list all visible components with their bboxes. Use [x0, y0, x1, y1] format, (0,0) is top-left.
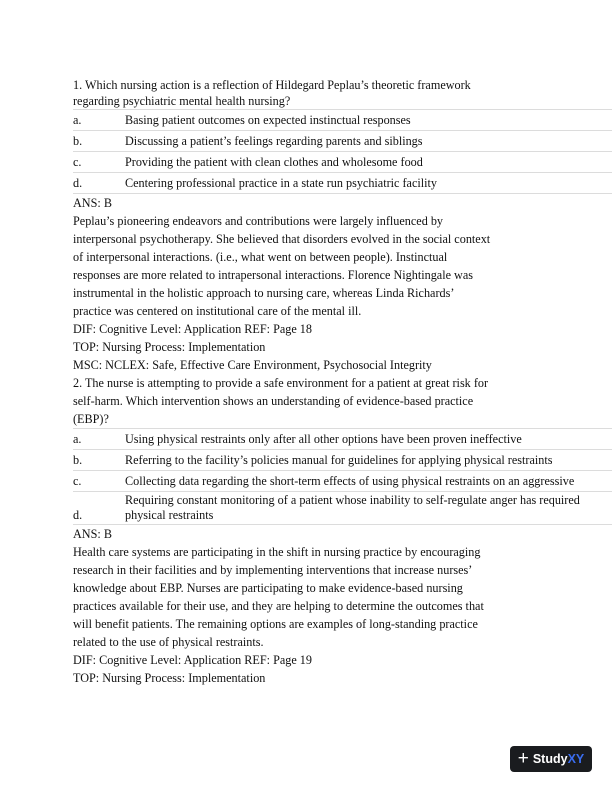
- option-c: [73, 152, 612, 173]
- option-text: Basing patient outcomes on expected instinctual responses: [125, 113, 411, 127]
- option-d: [73, 173, 612, 194]
- plus-icon: +: [517, 748, 529, 769]
- question-stem-line: 2. The nurse is attempting to provide a safe environment for a patient at great risk for: [73, 376, 489, 390]
- option-text-line: Requiring constant monitoring of a patient whose inability to self-regulate anger has required: [125, 493, 580, 507]
- rationale-line: Health care systems are participating in the shift in nursing practice by encouraging: [73, 545, 481, 559]
- option-label: a.: [73, 432, 82, 446]
- studyxy-badge[interactable]: [510, 746, 592, 772]
- question-stem-line: 1. Which nursing action is a reflection of Hildegard Peplau’s theoretic framework: [73, 78, 471, 92]
- question-2: [73, 374, 612, 687]
- topic: TOP: Nursing Process: Implementation: [73, 671, 266, 685]
- option-label: d.: [73, 176, 83, 190]
- rationale-line: research in their facilities and by implementing interventions that increase nurses’: [73, 563, 473, 577]
- option-text: Collecting data regarding the short-term effects of using physical restraints on an aggressive: [125, 474, 575, 488]
- option-d: [73, 492, 612, 525]
- rationale-line: responses are more related to intrapersonal interactions. Florence Nightingale was: [73, 268, 474, 282]
- rationale-line: of interpersonal interactions. (i.e., what went on between people). Instinctual: [73, 250, 448, 264]
- badge-xy-text: XY: [567, 752, 585, 766]
- option-label: c.: [73, 474, 82, 488]
- badge-study-text: Study: [532, 752, 568, 766]
- rationale-line: will benefit patients. The remaining options are examples of long-standing practice: [73, 617, 478, 631]
- msc: MSC: NCLEX: Safe, Effective Care Environment, Psychosocial Integrity: [73, 358, 432, 372]
- question-stem-line: (EBP)?: [73, 412, 109, 426]
- answer-key: ANS: B: [73, 527, 112, 541]
- question-stem-line: self-harm. Which intervention shows an understanding of evidence-based practice: [73, 394, 474, 408]
- rationale-line: knowledge about EBP. Nurses are participating to make evidence-based nursing: [73, 581, 463, 595]
- option-label: b.: [73, 453, 83, 467]
- option-b: [73, 131, 612, 152]
- answer-options: [73, 428, 612, 525]
- option-text-line: physical restraints: [125, 508, 214, 522]
- difficulty-ref: DIF: Cognitive Level: Application REF: Page 18: [73, 322, 312, 336]
- question-stem-line: regarding psychiatric mental health nursing?: [73, 94, 291, 108]
- option-label: b.: [73, 134, 83, 148]
- option-label: a.: [73, 113, 82, 127]
- option-b: [73, 450, 612, 471]
- option-text: Discussing a patient’s feelings regarding parents and siblings: [125, 134, 423, 148]
- answer-key: ANS: B: [73, 196, 112, 210]
- rationale-line: instrumental in the holistic approach to nursing care, whereas Linda Richards’: [73, 286, 455, 300]
- option-text: Referring to the facility’s policies manual for guidelines for applying physical restraints: [125, 453, 553, 467]
- option-text: Providing the patient with clean clothes and wholesome food: [125, 155, 423, 169]
- option-a: [73, 110, 612, 131]
- rationale-line: Peplau’s pioneering endeavors and contributions were largely influenced by: [73, 214, 444, 228]
- rationale-line: practice was centered on institutional care of the mental ill.: [73, 304, 362, 318]
- answer-options: [73, 109, 612, 194]
- rationale-line: interpersonal psychotherapy. She believed that disorders evolved in the social context: [73, 232, 491, 246]
- rationale-line: practices available for their use, and they are helping to determine the outcomes that: [73, 599, 484, 613]
- option-text: [125, 493, 580, 523]
- option-text: Using physical restraints only after all other options have been proven ineffective: [125, 432, 522, 446]
- option-label: c.: [73, 155, 82, 169]
- rationale-line: related to the use of physical restraints.: [73, 635, 264, 649]
- question-1: [73, 77, 612, 374]
- option-c: [73, 471, 612, 492]
- document-page: [73, 77, 612, 687]
- option-a: [73, 429, 612, 450]
- topic: TOP: Nursing Process: Implementation: [73, 340, 266, 354]
- option-text: Centering professional practice in a state run psychiatric facility: [125, 176, 438, 190]
- difficulty-ref: DIF: Cognitive Level: Application REF: Page 19: [73, 653, 312, 667]
- option-label: d.: [73, 508, 83, 522]
